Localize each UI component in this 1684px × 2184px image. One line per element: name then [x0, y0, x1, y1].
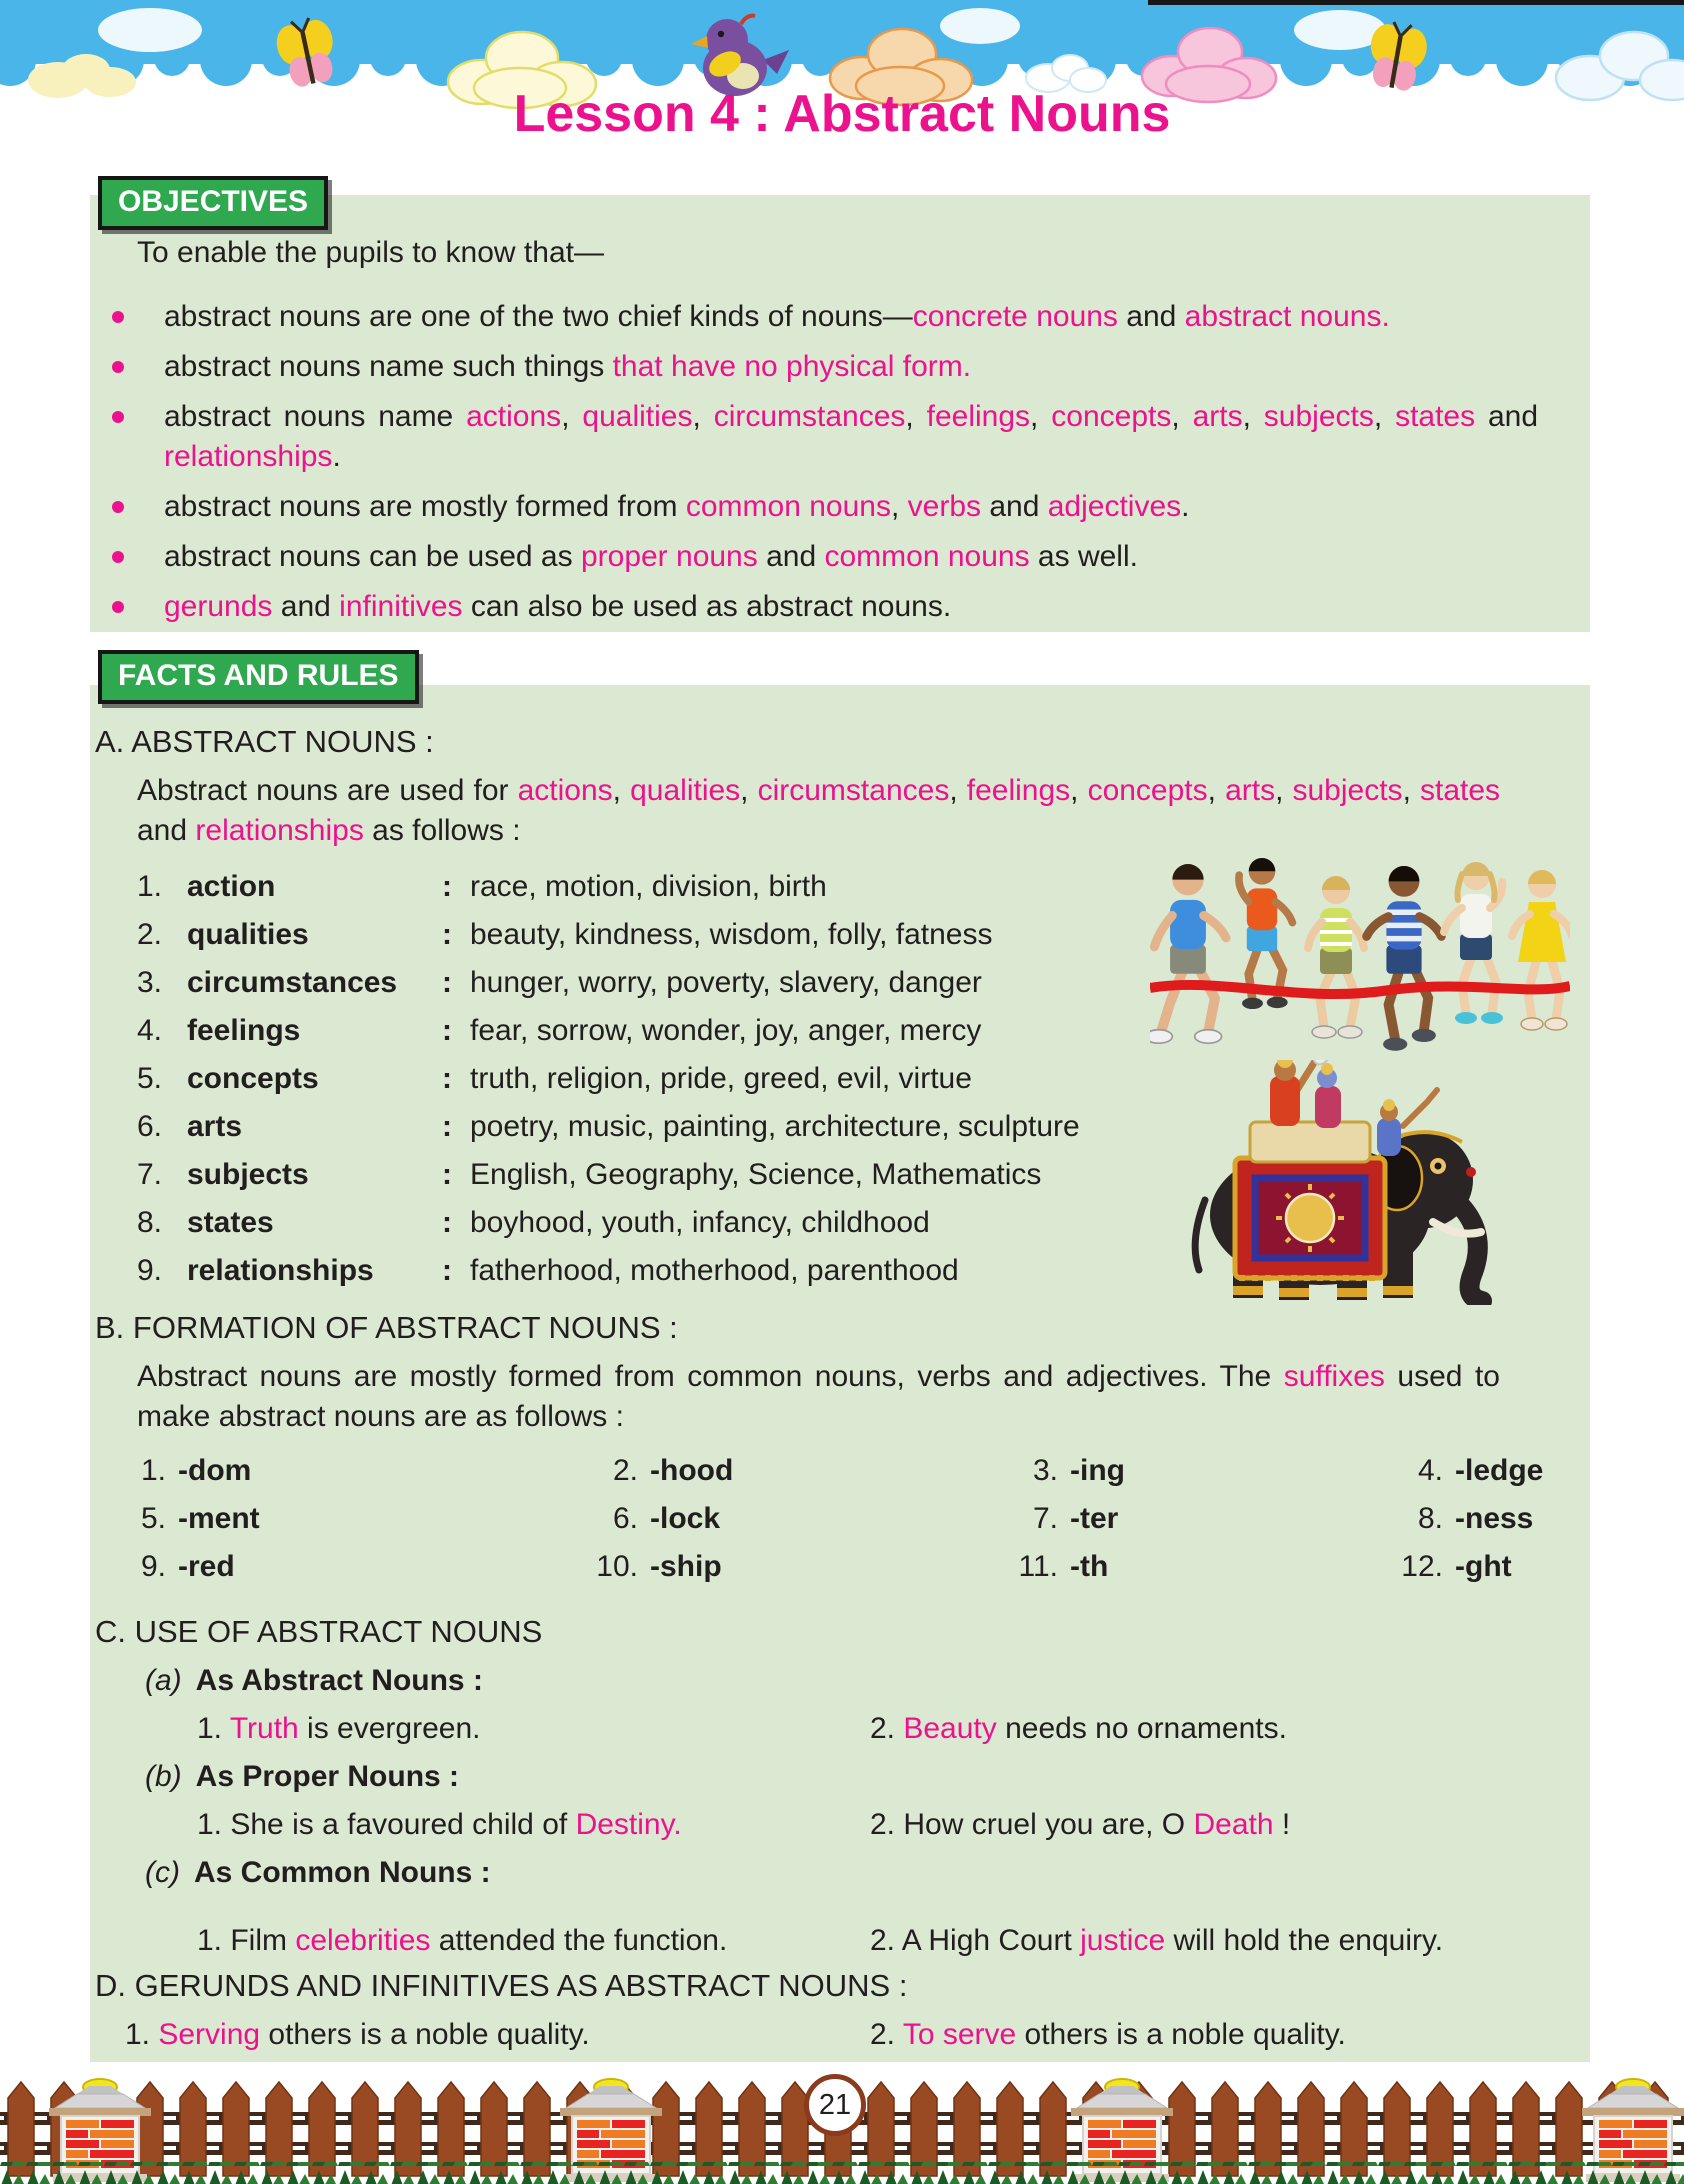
example-row	[197, 1805, 1545, 1845]
suffix-number: 4.	[1417, 1454, 1443, 1487]
colon-separator: :	[442, 1014, 452, 1047]
objectives-intro: To enable the pupils to know that—	[137, 236, 604, 269]
category-term: concepts	[187, 1062, 319, 1095]
subsection-letter: (b)	[145, 1760, 182, 1793]
suffix-item	[118, 1499, 590, 1539]
subsection-label: As Abstract Nouns :	[195, 1664, 483, 1697]
objectives-list	[90, 297, 1540, 627]
colon-separator: :	[442, 1110, 452, 1143]
objective-text: abstract nouns can be used as proper nouns and common nouns as well.	[164, 540, 1138, 573]
suffix-text: -ment	[178, 1502, 260, 1535]
category-examples: boyhood, youth, infancy, childhood	[470, 1206, 930, 1239]
suffix-number: 8.	[1417, 1502, 1443, 1535]
row-number: 6.	[137, 1110, 163, 1143]
facts-and-rules-heading: FACTS AND RULES	[98, 650, 419, 704]
colon-separator: :	[442, 1254, 452, 1287]
subsection-b-heading	[145, 1757, 1545, 1797]
suffix-text: -ing	[1070, 1454, 1125, 1487]
section-a-heading: A. ABSTRACT NOUNS :	[95, 724, 434, 759]
suffix-item	[1010, 1451, 1395, 1491]
category-examples: English, Geography, Science, Mathematics	[470, 1158, 1042, 1191]
subsection-a-heading	[145, 1661, 1545, 1701]
row-number: 1.	[137, 870, 163, 903]
bullet-dot-icon	[112, 501, 124, 513]
category-examples: fear, sorrow, wonder, joy, anger, mercy	[470, 1014, 982, 1047]
row-number: 7.	[137, 1158, 163, 1191]
suffix-number: 10.	[596, 1550, 638, 1583]
objective-item	[90, 347, 1540, 387]
section-d-heading: D. GERUNDS AND INFINITIVES AS ABSTRACT NOUNS :	[95, 1968, 908, 2003]
colon-separator: :	[442, 1206, 452, 1239]
objectives-panel	[90, 195, 1590, 632]
example-row	[197, 1921, 1545, 1961]
row-number: 8.	[137, 1206, 163, 1239]
suffix-text: -th	[1070, 1550, 1109, 1583]
suffix-number: 1.	[140, 1454, 166, 1487]
subsection-label: As Common Nouns :	[193, 1856, 491, 1889]
category-examples: truth, religion, pride, greed, evil, virtue	[470, 1062, 972, 1095]
objective-item	[90, 397, 1540, 477]
category-term: qualities	[187, 918, 309, 951]
subsection-label: As Proper Nouns :	[195, 1760, 460, 1793]
suffix-number: 11.	[1018, 1550, 1058, 1583]
lesson-title: Lesson 4 : Abstract Nouns	[513, 85, 1171, 143]
bullet-dot-icon	[112, 361, 124, 373]
objective-item	[90, 487, 1540, 527]
example-row	[125, 2015, 1545, 2055]
objective-text: abstract nouns are mostly formed from common nouns, verbs and adjectives.	[164, 490, 1190, 523]
example-sentence: 2. To serve others is a noble quality.	[870, 2018, 1346, 2051]
section-a-intro: Abstract nouns are used for actions, qualities, circumstances, feelings, concepts, arts, subjects, states and relationships as follows :	[137, 774, 1501, 847]
example-sentence: 1. She is a favoured child of Destiny.	[197, 1808, 682, 1841]
suffix-item	[1395, 1499, 1545, 1539]
example-sentence: 1. Serving others is a noble quality.	[125, 2018, 590, 2051]
row-number: 4.	[137, 1014, 163, 1047]
objective-item	[90, 297, 1540, 337]
example-sentence: 2. A High Court justice will hold the enquiry.	[870, 1924, 1444, 1957]
bullet-dot-icon	[112, 311, 124, 323]
suffix-number: 2.	[612, 1454, 638, 1487]
colon-separator: :	[442, 870, 452, 903]
colon-separator: :	[442, 1158, 452, 1191]
suffix-item	[118, 1547, 590, 1587]
category-term: subjects	[187, 1158, 309, 1191]
objective-text: abstract nouns are one of the two chief kinds of nouns—concrete nouns and abstract nouns.	[164, 300, 1390, 333]
section-b-intro: Abstract nouns are mostly formed from common nouns, verbs and adjectives. The suffixes used to make abstract nouns are as follows :	[137, 1360, 1500, 1433]
category-term: relationships	[187, 1254, 374, 1287]
row-number: 9.	[137, 1254, 163, 1287]
suffix-text: -ledge	[1455, 1454, 1544, 1487]
colon-separator: :	[442, 966, 452, 999]
example-row	[197, 1709, 1545, 1749]
suffix-text: -ter	[1070, 1502, 1119, 1535]
row-number: 2.	[137, 918, 163, 951]
category-examples: poetry, music, painting, architecture, sculpture	[470, 1110, 1080, 1143]
suffix-number: 9.	[140, 1550, 166, 1583]
category-term: states	[187, 1206, 274, 1239]
suffix-text: -hood	[650, 1454, 734, 1487]
suffix-item	[1010, 1547, 1395, 1587]
colon-separator: :	[442, 918, 452, 951]
subsection-c-heading	[145, 1853, 1545, 1893]
suffix-number: 3.	[1032, 1454, 1058, 1487]
suffix-item	[118, 1451, 590, 1491]
suffix-number: 6.	[612, 1502, 638, 1535]
suffix-item	[590, 1451, 1010, 1491]
objective-item	[90, 537, 1540, 577]
suffix-text: -ness	[1455, 1502, 1534, 1535]
subsection-letter: (a)	[145, 1664, 182, 1697]
page-number: 21	[804, 2074, 866, 2136]
suffix-number: 12.	[1401, 1550, 1443, 1583]
suffix-text: -red	[178, 1550, 235, 1583]
suffix-text: -dom	[178, 1454, 252, 1487]
category-term: action	[187, 870, 276, 903]
example-sentence: 2. How cruel you are, O Death !	[870, 1808, 1291, 1841]
category-term: feelings	[187, 1014, 301, 1047]
suffix-text: -ship	[650, 1550, 722, 1583]
suffix-item	[1395, 1451, 1545, 1491]
children-race-illustration	[1150, 838, 1570, 1088]
example-sentence: 2. Beauty needs no ornaments.	[870, 1712, 1287, 1745]
decorated-elephant-illustration	[1175, 1060, 1495, 1305]
suffix-grid	[118, 1451, 1545, 1587]
category-examples: race, motion, division, birth	[470, 870, 827, 903]
example-sentence: 1. Film celebrities attended the function.	[197, 1924, 728, 1957]
bullet-dot-icon	[112, 551, 124, 563]
bullet-dot-icon	[112, 411, 124, 423]
row-number: 3.	[137, 966, 163, 999]
suffix-number: 7.	[1032, 1502, 1058, 1535]
example-sentence: 1. Truth is evergreen.	[197, 1712, 481, 1745]
objective-item	[90, 587, 1540, 627]
section-b-heading: B. FORMATION OF ABSTRACT NOUNS :	[95, 1310, 678, 1345]
objective-text: gerunds and infinitives can also be used as abstract nouns.	[164, 590, 952, 623]
bullet-dot-icon	[112, 601, 124, 613]
suffix-item	[1010, 1499, 1395, 1539]
suffix-number: 5.	[140, 1502, 166, 1535]
category-examples: beauty, kindness, wisdom, folly, fatness	[470, 918, 993, 951]
category-examples: fatherhood, motherhood, parenthood	[470, 1254, 959, 1287]
section-c-heading: C. USE OF ABSTRACT NOUNS	[95, 1614, 543, 1649]
category-term: circumstances	[187, 966, 398, 999]
colon-separator: :	[442, 1062, 452, 1095]
category-term: arts	[187, 1110, 243, 1143]
objective-text: abstract nouns name actions, qualities, circumstances, feelings, concepts, arts, subjects, states and relationships.	[164, 400, 1539, 473]
suffix-item	[1395, 1547, 1545, 1587]
category-examples: hunger, worry, poverty, slavery, danger	[470, 966, 982, 999]
suffix-item	[590, 1547, 1010, 1587]
row-number: 5.	[137, 1062, 163, 1095]
suffix-text: -lock	[650, 1502, 721, 1535]
subsection-letter: (c)	[145, 1856, 180, 1889]
suffix-item	[590, 1499, 1010, 1539]
objective-text: abstract nouns name such things that have no physical form.	[164, 350, 972, 383]
facts-and-rules-panel	[90, 685, 1590, 2062]
objectives-heading: OBJECTIVES	[98, 176, 328, 230]
suffix-text: -ght	[1455, 1550, 1512, 1583]
